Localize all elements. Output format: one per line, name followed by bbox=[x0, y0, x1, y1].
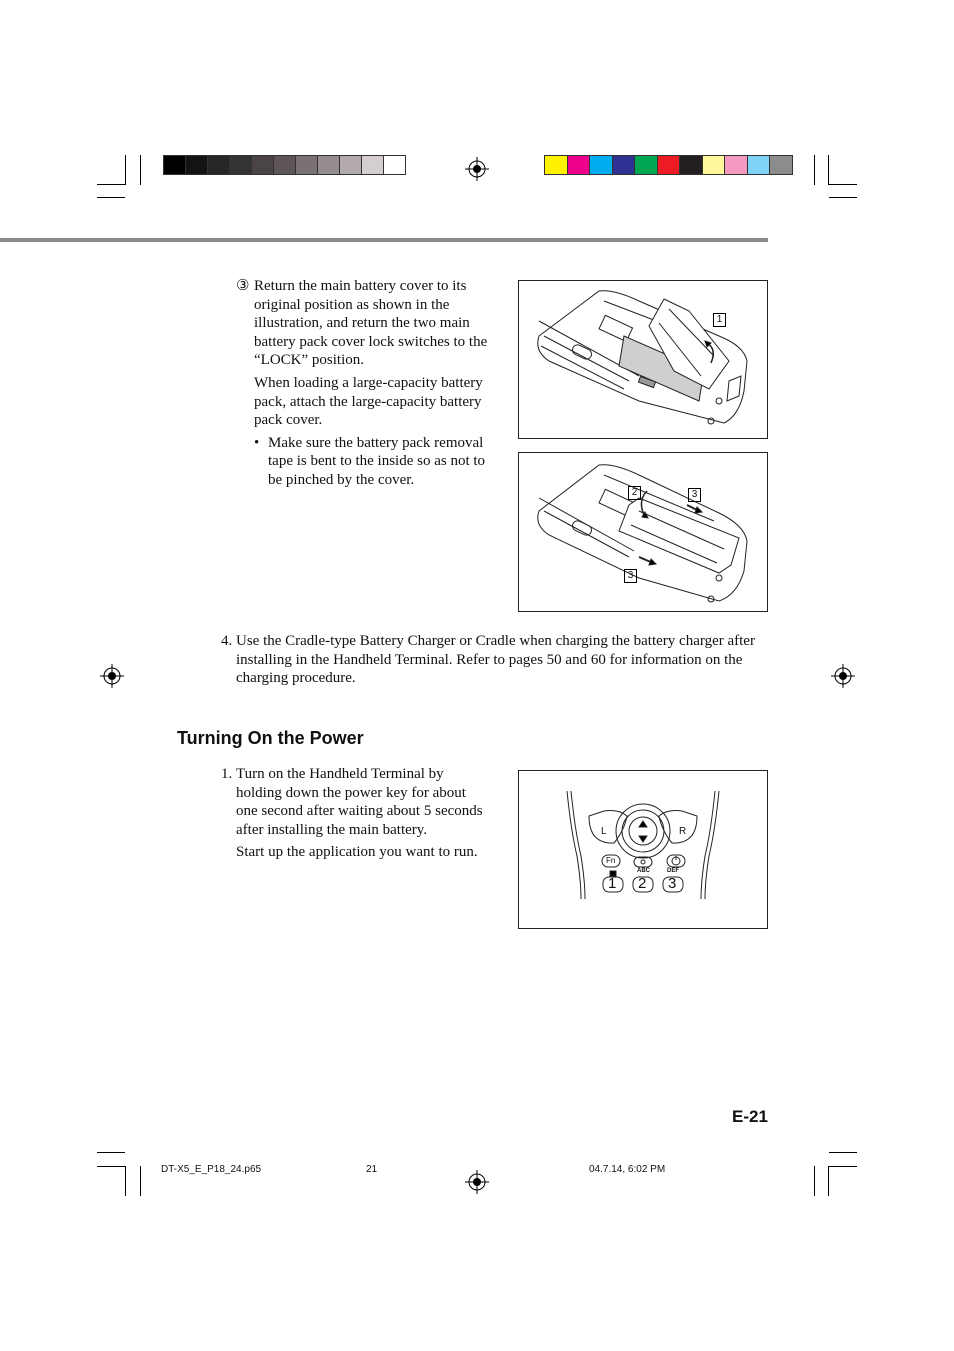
def-label: DEF bbox=[667, 868, 679, 874]
step3-text bbox=[236, 277, 506, 490]
calibration-swatch bbox=[612, 155, 636, 175]
fn-key-label: Fn bbox=[606, 856, 616, 865]
calibration-swatch bbox=[747, 155, 771, 175]
step3-line: “LOCK” position. bbox=[254, 352, 364, 369]
step3-note-line: pack cover. bbox=[254, 412, 323, 429]
registration-mark-icon bbox=[465, 1170, 489, 1194]
bullet-line: Make sure the battery pack removal bbox=[268, 434, 484, 451]
calibration-swatch bbox=[634, 155, 658, 175]
calibration-swatch bbox=[185, 155, 208, 175]
step3-line: battery pack cover lock switches to the bbox=[254, 333, 488, 350]
l-key-label: L bbox=[601, 826, 607, 837]
calibration-swatch bbox=[589, 155, 613, 175]
crop-mark bbox=[97, 197, 125, 198]
item-4 bbox=[221, 632, 781, 688]
footer-date: 04.7.14, 6:02 PM bbox=[589, 1164, 666, 1175]
bullet-line: be pinched by the cover. bbox=[268, 471, 415, 488]
crop-mark bbox=[829, 184, 857, 185]
crop-mark bbox=[97, 1152, 125, 1153]
crop-mark bbox=[828, 155, 829, 185]
page-number: E-21 bbox=[732, 1107, 768, 1126]
header-rule bbox=[0, 238, 768, 242]
step3-line: original position as shown in the bbox=[254, 296, 450, 313]
item-line: installing in the Handheld Terminal. Refer to pages 50 and 60 for information on the bbox=[236, 651, 743, 668]
footer-page: 21 bbox=[366, 1164, 378, 1175]
crop-mark bbox=[125, 1166, 126, 1196]
crop-mark bbox=[97, 184, 125, 185]
abc-label: ABC bbox=[637, 868, 650, 874]
crop-mark bbox=[140, 155, 141, 185]
calibration-swatch bbox=[724, 155, 748, 175]
footer-file: DT-X5_E_P18_24.p65 bbox=[161, 1164, 262, 1175]
battery-cover-figure-2 bbox=[518, 452, 768, 612]
registration-mark-icon bbox=[100, 664, 124, 688]
crop-mark bbox=[814, 155, 815, 185]
step3-line: Return the main battery cover to its bbox=[254, 278, 467, 294]
calibration-swatch bbox=[317, 155, 340, 175]
registration-mark-icon bbox=[831, 664, 855, 688]
calibration-swatch bbox=[769, 155, 793, 175]
keypad-illustration bbox=[519, 771, 767, 928]
crop-mark bbox=[829, 1166, 857, 1167]
key-2-label: 2 bbox=[638, 875, 647, 892]
calibration-swatch bbox=[339, 155, 362, 175]
power-line: Turn on the Handheld Terminal by bbox=[236, 766, 444, 782]
calibration-swatch bbox=[229, 155, 252, 175]
callout-label: 3 bbox=[624, 569, 637, 583]
calibration-swatch bbox=[679, 155, 703, 175]
calibration-swatch bbox=[163, 155, 186, 175]
callout-label: 1 bbox=[713, 313, 726, 327]
calibration-swatch bbox=[273, 155, 296, 175]
battery-illustration-1 bbox=[519, 281, 767, 438]
calibration-swatch bbox=[251, 155, 274, 175]
callout-label: 3 bbox=[688, 488, 701, 502]
calibration-swatch bbox=[702, 155, 726, 175]
step3-line: illustration, and return the two main bbox=[254, 315, 470, 332]
calibration-swatch bbox=[567, 155, 591, 175]
keypad-figure bbox=[518, 770, 768, 929]
crop-mark bbox=[829, 1152, 857, 1153]
crop-mark bbox=[828, 1166, 829, 1196]
item-number: 4. bbox=[221, 633, 233, 649]
crop-mark bbox=[814, 1166, 815, 1196]
calibration-swatch bbox=[207, 155, 230, 175]
step3-note-line: When loading a large-capacity battery bbox=[254, 374, 483, 391]
crop-mark bbox=[140, 1166, 141, 1196]
item-line: charging procedure. bbox=[236, 670, 356, 687]
power-line: holding down the power key for about bbox=[236, 784, 466, 801]
section-heading: Turning On the Power bbox=[177, 728, 364, 748]
battery-cover-figure-1 bbox=[518, 280, 768, 439]
power-line: after installing the main battery. bbox=[236, 821, 428, 838]
power-on-step bbox=[221, 765, 511, 862]
item-line: Use the Cradle-type Battery Charger or Cradle when charging the battery charger after bbox=[236, 633, 755, 649]
item-number: 1. bbox=[221, 766, 233, 782]
crop-mark bbox=[125, 155, 126, 185]
key-3-label: 3 bbox=[668, 875, 677, 892]
crop-mark bbox=[829, 197, 857, 198]
bullet-line: tape is bent to the inside so as not to bbox=[268, 453, 486, 470]
calibration-swatch bbox=[544, 155, 568, 175]
key-1-label: 1 bbox=[608, 875, 617, 892]
battery-illustration-2 bbox=[519, 453, 767, 611]
callout-label: 2 bbox=[628, 486, 641, 500]
crop-mark bbox=[97, 1166, 125, 1167]
calibration-swatch bbox=[361, 155, 384, 175]
power-line: Start up the application you want to run. bbox=[236, 844, 478, 861]
registration-mark-icon bbox=[465, 157, 489, 181]
bullet-marker: • bbox=[254, 434, 260, 451]
r-key-label: R bbox=[679, 826, 687, 837]
calibration-swatch bbox=[657, 155, 681, 175]
power-line: one second after waiting about 5 seconds bbox=[236, 803, 483, 820]
step3-note-line: pack, attach the large-capacity battery bbox=[254, 393, 482, 410]
calibration-swatch bbox=[295, 155, 318, 175]
step3-marker: ③ bbox=[236, 278, 250, 294]
calibration-swatch bbox=[383, 155, 406, 175]
